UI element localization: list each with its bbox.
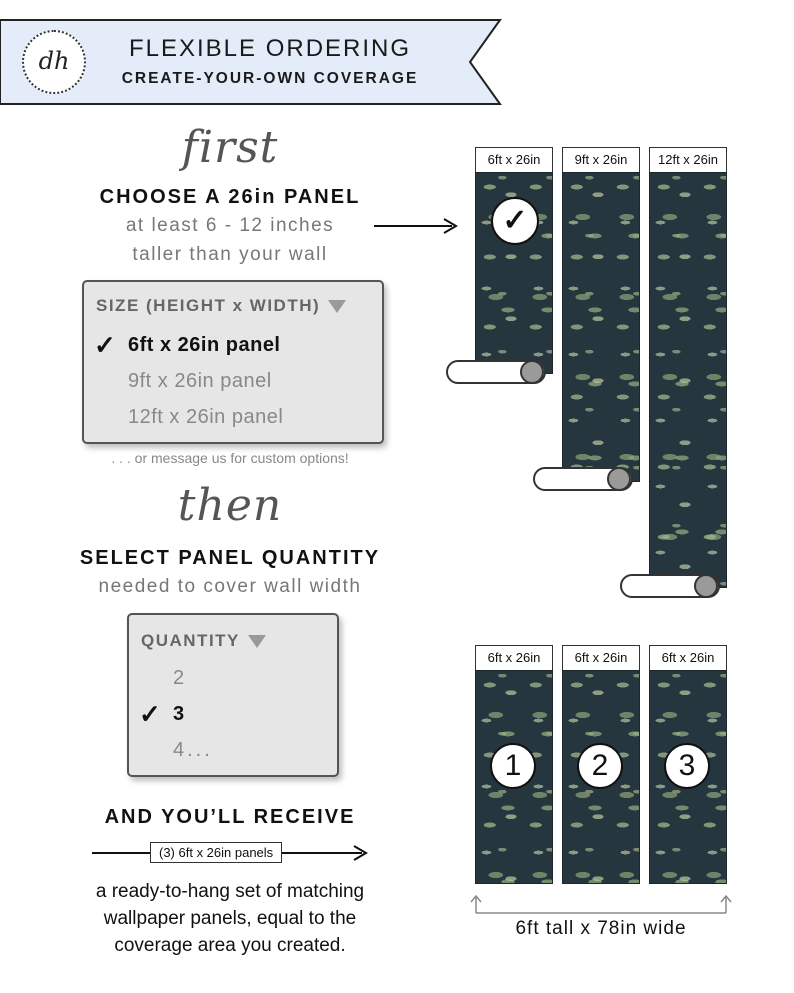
- step1-line1: at least 6 - 12 inches: [125, 215, 335, 236]
- size-option-6ft[interactable]: 6ft x 26in panel: [128, 334, 281, 356]
- size-option-9ft[interactable]: 9ft x 26in panel: [128, 370, 272, 392]
- quantity-option-4[interactable]: 4...: [173, 739, 213, 761]
- check-icon: ✓: [94, 330, 116, 360]
- arrow-right-icon: [372, 217, 462, 235]
- roll-end-icon: [520, 360, 544, 384]
- panel-number-1: 1: [490, 743, 536, 789]
- quantity-option-3[interactable]: 3: [173, 703, 185, 725]
- panel-top-label-2: 9ft x 26in: [562, 147, 640, 173]
- receive-box: (3) 6ft x 26in panels: [150, 842, 282, 863]
- quantity-dropdown-header: QUANTITY: [141, 631, 266, 651]
- panel-bottom-label-1: 6ft x 26in: [475, 645, 553, 671]
- panel-9ft: [562, 172, 640, 482]
- quantity-option-2[interactable]: 2: [173, 667, 185, 689]
- receive-description: [40, 878, 420, 959]
- size-dropdown[interactable]: [82, 280, 384, 444]
- panel-number-2: 2: [577, 743, 623, 789]
- caret-down-icon: [328, 300, 346, 313]
- panel-number-3: 3: [664, 743, 710, 789]
- panel-bottom-label-3: 6ft x 26in: [649, 645, 727, 671]
- step1-line2: taller than your wall: [132, 244, 328, 265]
- banner-subtitle: CREATE-YOUR-OWN COVERAGE: [121, 70, 419, 87]
- step2-heading: SELECT PANEL QUANTITY: [79, 547, 381, 569]
- panel-bottom-label-2: 6ft x 26in: [562, 645, 640, 671]
- step2-line1: needed to cover wall width: [98, 576, 362, 597]
- quantity-dropdown[interactable]: [127, 613, 339, 777]
- step1-heading: CHOOSE A 26in PANEL: [99, 186, 361, 208]
- selected-check-icon: ✓: [491, 197, 539, 245]
- custom-options-note: . . . or message us for custom options!: [111, 450, 349, 466]
- size-option-12ft[interactable]: 12ft x 26in panel: [128, 406, 284, 428]
- check-icon: ✓: [139, 699, 161, 729]
- caret-down-icon: [248, 635, 266, 648]
- width-bracket-icon: [468, 893, 734, 915]
- dimension-caption: 6ft tall x 78in wide: [515, 918, 687, 939]
- script-then: then: [177, 480, 283, 531]
- size-dropdown-header: SIZE (HEIGHT x WIDTH): [96, 296, 346, 316]
- roll-end-icon: [694, 574, 718, 598]
- panel-top-label-1: 6ft x 26in: [475, 147, 553, 173]
- panel-12ft: [649, 172, 727, 588]
- roll-end-icon: [607, 467, 631, 491]
- script-first: first: [181, 122, 279, 173]
- banner-title: FLEXIBLE ORDERING: [128, 35, 412, 62]
- receive-line-1: a ready-to-hang set of matching: [95, 881, 365, 902]
- receive-line-3: coverage area you created.: [114, 935, 346, 956]
- panel-top-label-3: 12ft x 26in: [649, 147, 727, 173]
- logo: dh: [22, 30, 86, 94]
- receive-heading: AND YOU’LL RECEIVE: [104, 806, 356, 828]
- receive-line-2: wallpaper panels, equal to the: [103, 908, 357, 929]
